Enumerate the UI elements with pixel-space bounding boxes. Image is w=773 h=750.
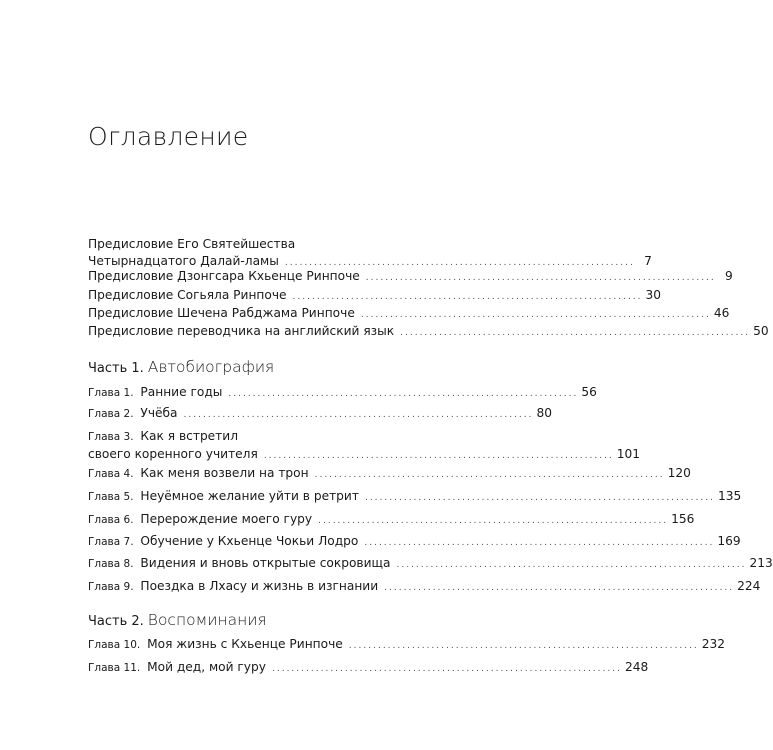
toc-entry-page: 101 [616,447,641,461]
toc-entry-page: 9 [725,269,733,283]
toc-entry-page: 224 [737,579,761,593]
toc-entry-page: 248 [624,660,649,674]
dot-leader: ........................................................................ [348,641,699,651]
toc-entry-chapter[interactable] [88,555,773,574]
toc-entry-text: Как меня возвели на трон [140,466,309,480]
dot-leader: ........................................................................ [396,560,747,570]
toc-entry-chapter[interactable] [88,636,726,655]
chapter-label: Глава 11. [88,662,141,674]
dot-leader: ........................................................................ [384,583,735,593]
toc-entry-page: 46 [713,306,730,320]
toc-entry-page: 30 [645,288,662,302]
chapter-label: Глава 3. [88,431,134,443]
toc-entry-text: Четырнадцатого Далай-ламы [88,254,279,268]
toc-entry-chapter[interactable] [88,578,761,597]
dot-leader: ........................................................................ [271,664,622,674]
toc-entry-preface-shechen[interactable] [88,305,730,324]
dot-leader: ........................................................................ [292,292,643,302]
toc-entry-page: 169 [717,534,741,548]
toc-entry-page: 156 [671,512,695,526]
toc-entry-text: Перерождение моего гуру [140,512,313,526]
chapter-label: Глава 1. [88,387,134,399]
toc-entry-text: Мой дед, мой гуру [147,660,266,674]
toc-entry-text: Видения и вновь открытые сокровища [140,556,391,570]
toc-entry-page: 80 [536,406,553,420]
part-title: Воспоминания [147,611,267,629]
toc-entry-line1: Предисловие Его Святейшества [88,237,296,251]
toc-entry-text: Обучение у Кхьенце Чокьи Лодро [140,534,359,548]
chapter-label: Глава 2. [88,408,134,420]
chapter-label: Глава 8. [88,558,134,570]
dot-leader: ........................................................................ [314,470,665,480]
dot-leader: ........................................................................ [228,389,579,399]
toc-entry-text: Поездка в Лхасу и жизнь в изгнании [140,579,379,593]
part-title: Автобиография [147,358,275,376]
chapter-label: Глава 10. [88,639,141,651]
toc-entry-chapter[interactable] [88,465,691,484]
toc-entry-preface-translator[interactable] [88,323,769,342]
toc-entry-chapter[interactable] [88,405,553,424]
dot-leader: ........................................................................ [364,538,715,548]
toc-entry-chapter[interactable] [88,659,649,678]
part-heading[interactable] [88,357,274,376]
toc-entry-text: Предисловие Дзонгсара Кхьенце Ринпоче [88,269,360,283]
chapter-label: Глава 5. [88,491,134,503]
toc-entry-page: 7 [644,254,652,268]
toc-entry-text: Неуёмное желание уйти в ретрит [140,489,359,503]
toc-entry-page: 50 [753,324,769,338]
dot-leader: ........................................................................ [263,451,614,461]
toc-entry-page: 120 [667,466,691,480]
toc-entry-page: 213 [749,556,773,570]
toc-entry-chapter[interactable] [88,384,597,403]
toc-entry-text: Моя жизнь с Кхьенце Ринпоче [147,637,343,651]
dot-leader: ........................................................................ [284,258,635,268]
chapter-label: Глава 9. [88,581,134,593]
toc-entry-text: Учёба [140,406,178,420]
dot-leader: ........................................................................ [365,273,716,283]
part-label: Часть 2. [88,614,144,629]
toc-entry-text: Предисловие Шечена Рабджама Ринпоче [88,306,355,320]
toc-entry-page: 135 [717,489,742,503]
chapter-label: Глава 6. [88,514,134,526]
toc-entry-preface-dzongsar[interactable] [88,268,733,287]
toc-entry-text: Предисловие Согьяла Ринпоче [88,288,287,302]
page-title: Оглавление [88,122,249,151]
chapter-label: Глава 4. [88,468,134,480]
dot-leader: ........................................................................ [400,328,751,338]
dot-leader: ........................................................................ [360,310,711,320]
toc-entry-chapter[interactable] [88,428,641,465]
dot-leader: ........................................................................ [183,410,534,420]
toc-entry-page: 232 [701,637,726,651]
part-label: Часть 1. [88,361,144,376]
dot-leader: ........................................................................ [318,516,669,526]
toc-entry-text: Ранние годы [140,385,223,399]
dot-leader: ........................................................................ [364,493,715,503]
toc-entry-preface-sogyal[interactable] [88,287,662,306]
toc-entry-chapter[interactable] [88,488,742,507]
part-heading[interactable] [88,610,267,629]
toc-entry-chapter[interactable] [88,511,695,530]
toc-entry-page: 56 [581,385,597,399]
toc-entry-text: Предисловие переводчика на английский язык [88,324,395,338]
toc-entry-line1: Как я встретил [140,429,238,443]
chapter-label: Глава 7. [88,536,134,548]
toc-entry-preface-dalai-lama[interactable] [88,236,652,272]
toc-entry-chapter[interactable] [88,533,741,552]
toc-entry-text: своего коренного учителя [88,447,258,461]
